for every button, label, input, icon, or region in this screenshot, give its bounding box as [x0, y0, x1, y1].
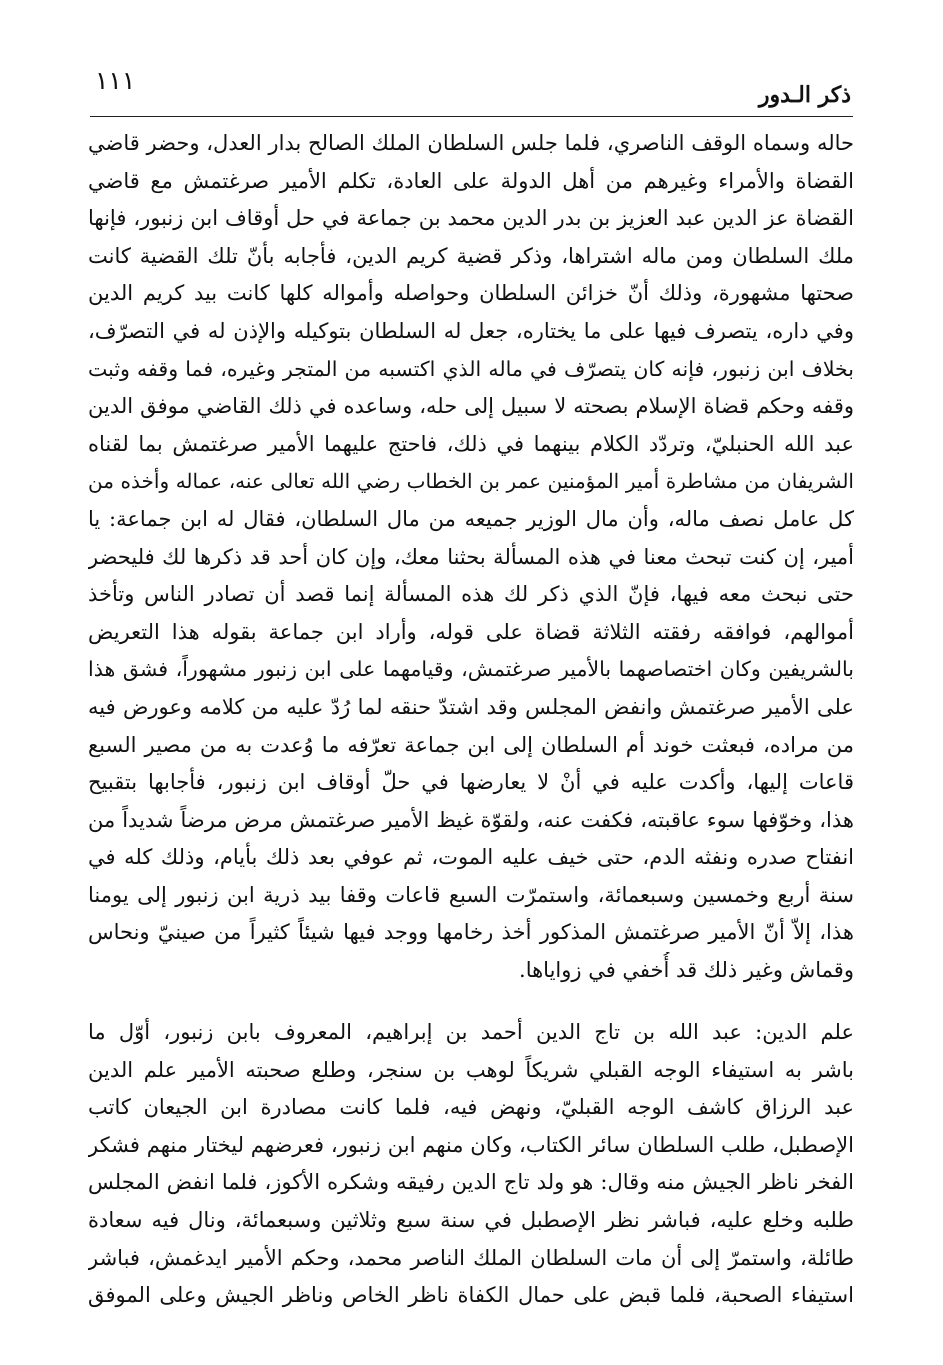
- text-line: عبد الله الحنبليّ، وتردّد الكلام بينهما في ذلك، فاحتج عليهما الأمير صرغتمش بما لقناه: [88, 431, 854, 456]
- text-line: سنة أربع وخمسين وسبعمائة، واستمرّت السبع قاعات وقفا بيد ذرية ابن زنبور إلى يومنا: [88, 882, 854, 907]
- text-line: هذا، إلاّ أنّ الأمير صرغتمش المذكور أخذ رخامها ووجد فيها شيئاً كثيراً من صينيّ ونحاس: [88, 920, 854, 945]
- text-line: حتى نبحث معه فيها، فإنّ الذي ذكر لك هذه المسألة إنما قصد أن تصادر الناس وتأخذ: [88, 582, 854, 607]
- header-rule: [90, 116, 853, 117]
- text-line: حاله وسماه الوقف الناصري، فلما جلس السلطان الملك الصالح بدار العدل، وحضر قاضي: [88, 131, 854, 155]
- text-line: هذا، وخوّفها سوء عاقبته، فكفت عنه، ولقوّة غيظ الأمير صرغتمش مرض مرضاً شديداً من: [88, 807, 854, 832]
- running-title: ذكر الـدور: [758, 82, 851, 108]
- text-line: من مراده، فبعثت خوند أم السلطان إلى ابن جماعة تعرّفه ما وُعدت به من مصير السبع: [88, 732, 854, 757]
- text-line: الإصطبل، طلب السلطان سائر الكتاب، وكان منهم ابن زنبور، فعرضهم ليختار منهم فشكر: [88, 1132, 854, 1157]
- text-line: القضاة عز الدين عبد العزيز بن بدر الدين محمد بن جماعة في حل أوقاف ابن زنبور، فإنها: [88, 206, 854, 231]
- text-line: قاعات إليها، وأكدت عليه في أنْ لا يعارضها في حلّ أوقاف ابن زنبور، فأجابها بتقبيح: [88, 770, 854, 795]
- text-line: ملك السلطان ومن ماله اشتراها، وذكر قضية كريم الدين، فأجابه بأنّ تلك القضية كانت: [88, 243, 854, 268]
- paragraph-2: [88, 1014, 854, 1315]
- page-number: ١١١: [95, 66, 136, 95]
- text-line: بالشريفين وكان اختصاصهما بالأمير صرغتمش، وقيامهما على ابن زنبور مشهوراً، فشق هذا: [88, 657, 854, 682]
- text-line: وقفه وحكم قضاة الإسلام بصحته لا سبيل إلى حله، وساعده في ذلك القاضي موفق الدين: [88, 394, 854, 419]
- text-line: القضاة والأمراء وغيرهم من أهل الدولة على العادة، تكلم الأمير صرغتمش مع قاضي: [88, 168, 854, 193]
- text-line: انفتاح صدره ونفثه الدم، حتى خيف عليه الموت، ثم عوفي بعد ذلك بأيام، وذلك كله في: [88, 845, 854, 870]
- text-line: الفخر ناظر الجيش منه وقال: هو ولد تاج الدين رفيقه وشكره الأكوز، فلما انفض المجلس: [88, 1170, 854, 1195]
- text-line: استيفاء الصحبة، فلما قبض على حمال الكفاة ناظر الخاص وناظر الجيش وعلى الموفق: [88, 1283, 854, 1308]
- text-line: وقماش وغير ذلك قد أُخفي في زواياها.: [519, 958, 854, 983]
- text-line: طلبه وخلع عليه، فباشر نظر الإصطبل في سنة سبع وثلاثين وسبعمائة، ونال فيه سعادة: [88, 1207, 854, 1232]
- text-line: وفي داره، يتصرف فيها على ما يختاره، جعل له السلطان بتوكيله والإذن له في التصرّف،: [88, 318, 854, 343]
- text-line: باشر به استيفاء الوجه القبلي شريكاً لوهب بن سنجر، وطلع صحبته الأمير علم الدين: [88, 1057, 854, 1082]
- text-line: بخلاف ابن زنبور، فإنه كان يتصرّف في ماله الذي اكتسبه من المتجر وغيره، فما وقفه وثبت: [88, 356, 854, 381]
- text-line: أمير، إن كنت تبحث معنا في هذه المسألة بحثنا معك، وإن كان أحد قد ذكرها لك فليحضر: [88, 544, 854, 569]
- text-line: كل عامل نصف ماله، وأن مال الوزير جميعه من مال السلطان، فقال له ابن جماعة: يا: [88, 506, 854, 531]
- text-line: الشريفان من مشاطرة أمير المؤمنين عمر بن الخطاب رضي الله تعالى عنه، عماله وأخذه من: [88, 469, 854, 494]
- text-line: عبد الرزاق كاشف الوجه القبليّ، ونهض فيه، فلما كانت مصادرة ابن الجيعان كاتب: [88, 1095, 854, 1120]
- text-line: علم الدين: عبد الله بن تاج الدين أحمد بن إبراهيم، المعروف بابن زنبور، أوّل ما: [88, 1020, 854, 1044]
- text-line: على الأمير صرغتمش وانفض المجلس وقد اشتدّ حنقه لما رُدّ عليه من كلامه وعورض فيه: [88, 694, 854, 719]
- paragraph-1: [88, 125, 854, 990]
- text-line: صحتها مشهورة، وذلك أنّ خزائن السلطان وحواصله وأمواله كلها كانت بيد كريم الدين: [88, 281, 854, 306]
- text-line: أموالهم، فوافقه رفقته الثلاثة قضاة على قوله، وأراد ابن جماعة بقوله هذا التعريض: [88, 619, 854, 644]
- text-line: طائلة، واستمرّ إلى أن مات السلطان الملك الناصر محمد، وحكم الأمير ايدغمش، فباشر: [88, 1245, 854, 1270]
